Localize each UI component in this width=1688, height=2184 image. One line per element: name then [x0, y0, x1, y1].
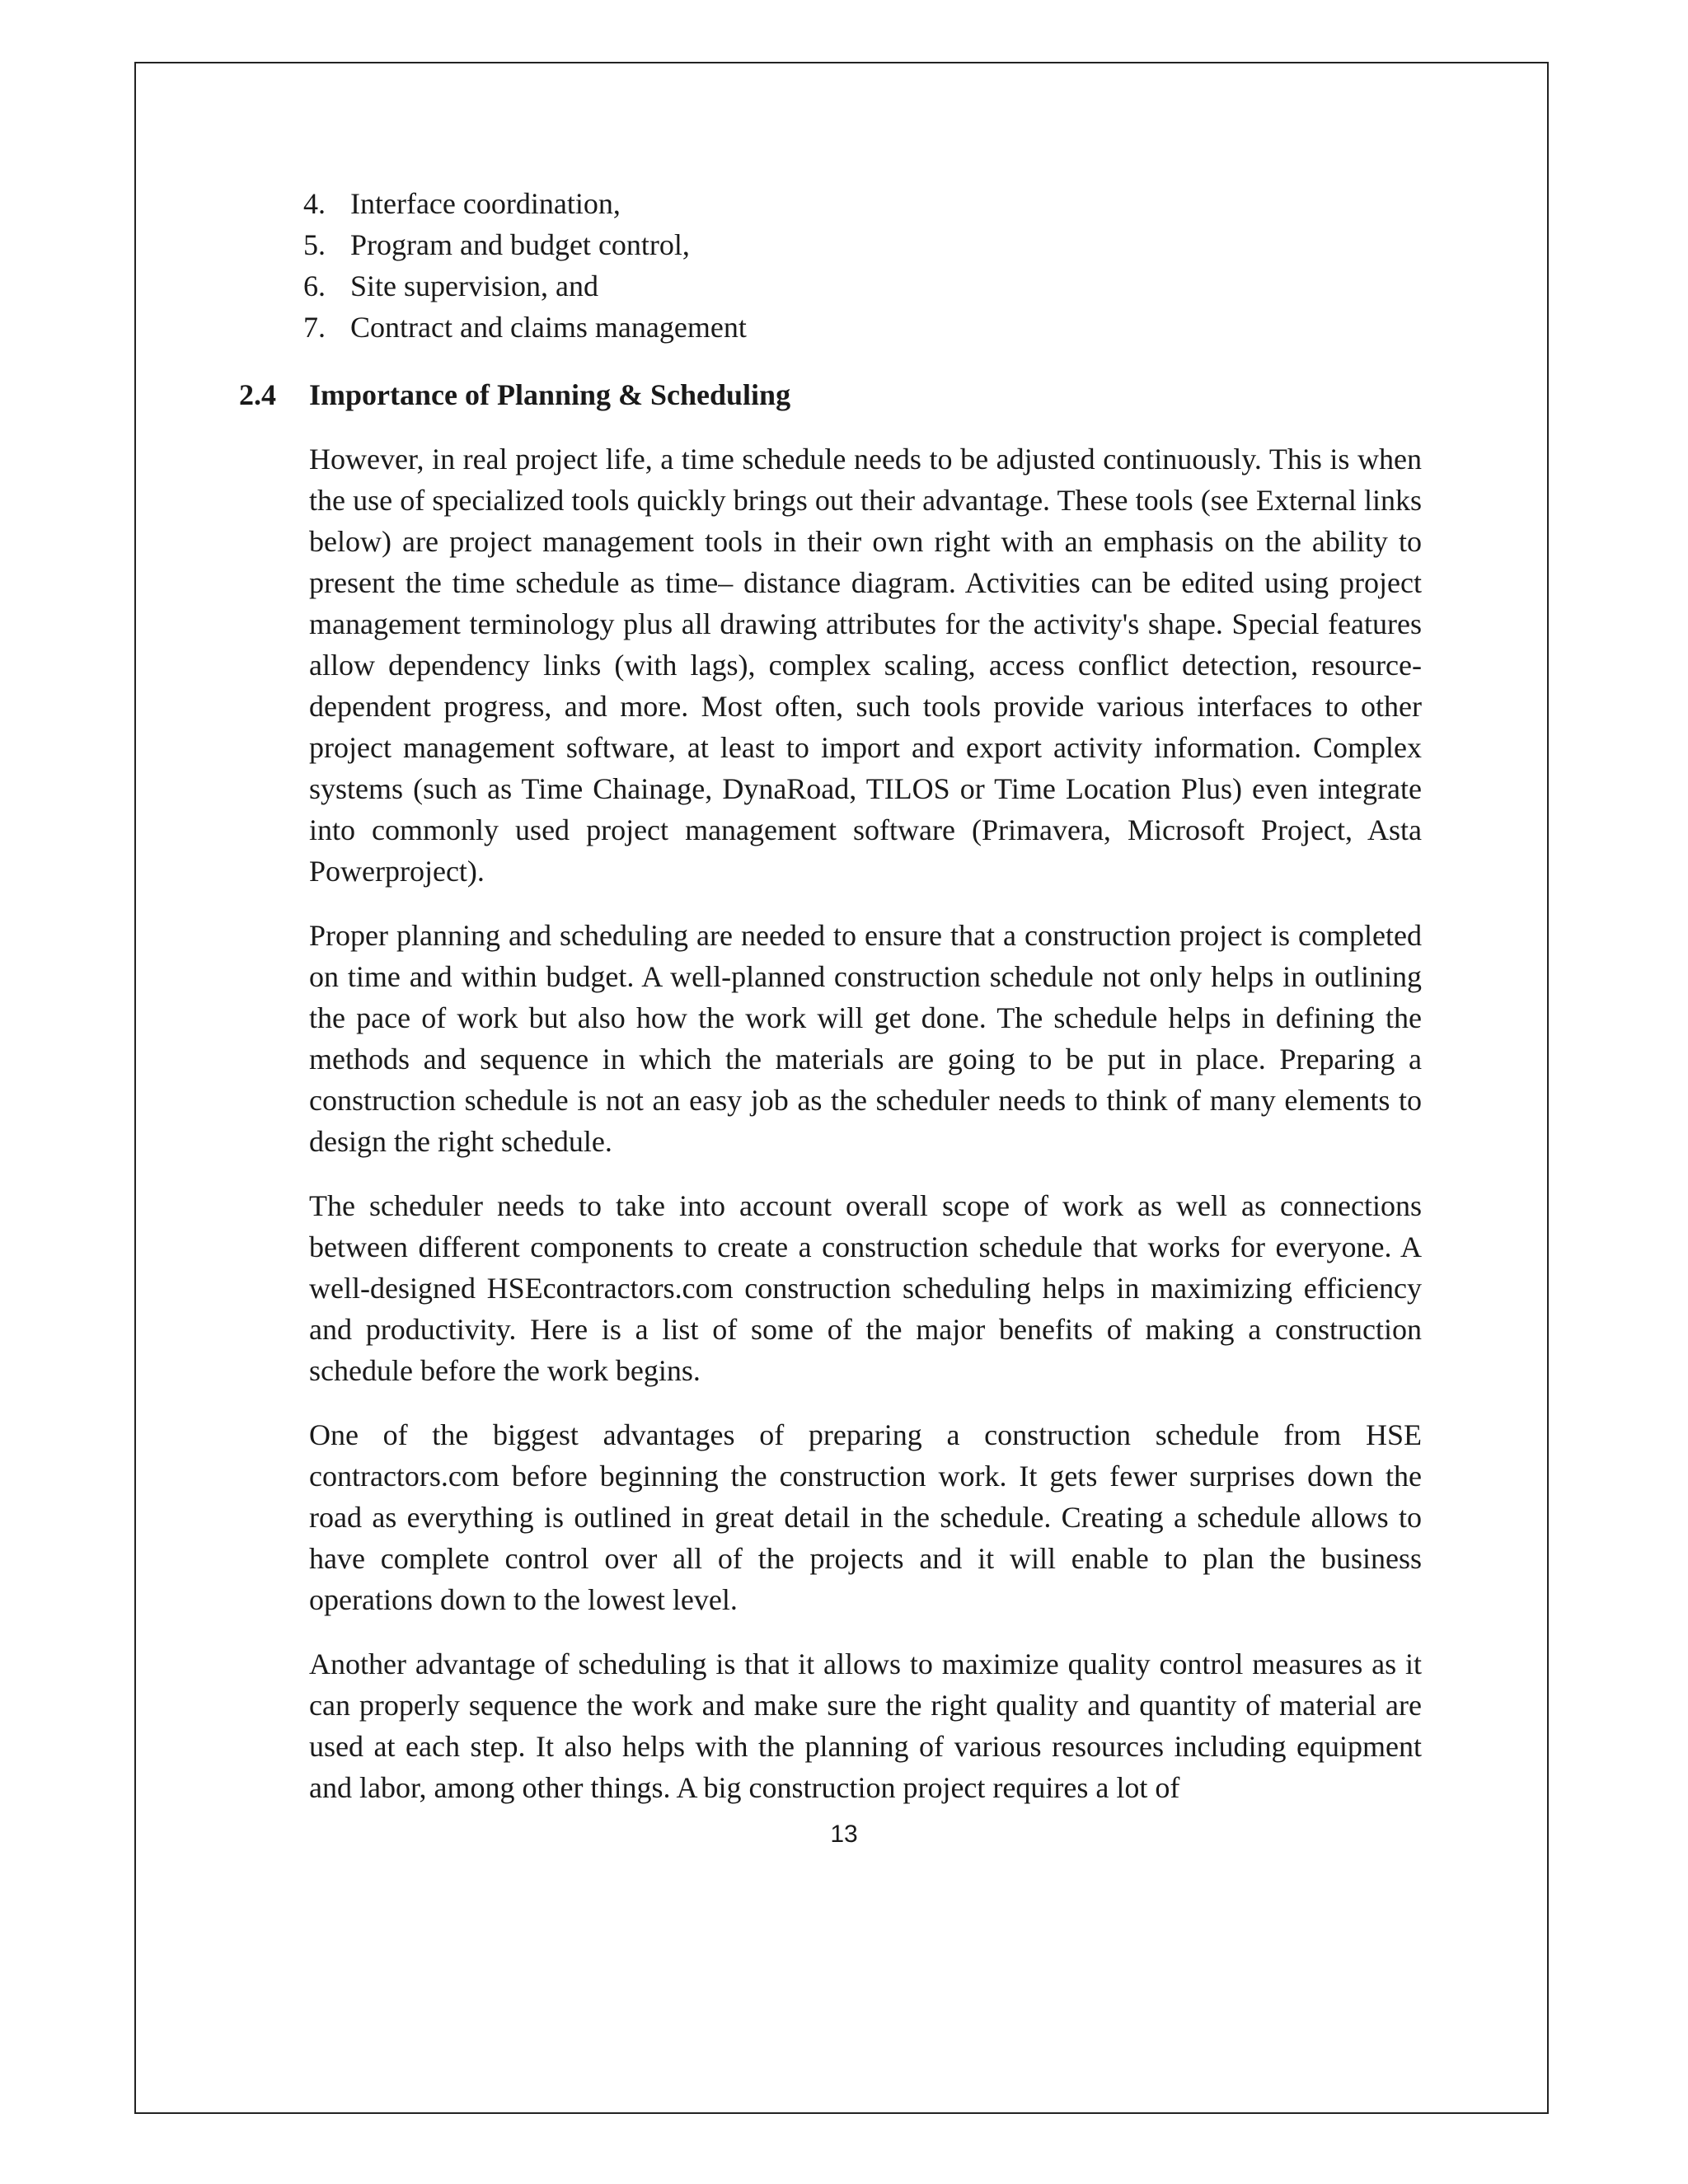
list-item [288, 224, 747, 265]
paragraph: However, in real project life, a time schedule needs to be adjusted continuously. This is when the use of specialized tools quickly brings out their advantage. These tools (see External links below) are project management tools in their own right with an emphasis on the ability to present the time schedule as time– distance diagram. Activities can be edited using project management terminology plus all drawing attributes for the activity's shape. Special features allow dependency links (with lags), complex scaling, access conflict detection, resource-dependent progress, and more. Most often, such tools provide various interfaces to other project management software, at least to import and export activity information. Complex systems (such as Time Chainage, DynaRoad, TILOS or Time Location Plus) even integrate into commonly used project management software (Primavera, Microsoft Project, Asta Powerproject). [309, 443, 1422, 888]
page-number: 13 [830, 1821, 858, 1848]
list-item [288, 307, 747, 348]
paragraph: Proper planning and scheduling are needed to ensure that a construction project is completed on time and within budget. A well-planned construction schedule not only helps in outlining the pace of work but also how the work will get done. The schedule helps in defining the methods and sequence in which the materials are going to be put in place. Preparing a construction schedule is not an easy job as the scheduler needs to think of many elements to design the right schedule. [309, 919, 1422, 1158]
list-item-number: 5. [303, 228, 326, 261]
list-item-text: Site supervision, and [350, 269, 598, 302]
list-item-number: 7. [303, 311, 326, 344]
list-item [288, 183, 747, 224]
numbered-list [288, 183, 747, 348]
paragraph: Another advantage of scheduling is that it allows to maximize quality control measures as it can properly sequence the work and make sure the right quality and quantity of material are used at each step. It also helps with the planning of various resources including equipment and labor, among other things. A big construction project requires a lot of [309, 1647, 1422, 1804]
list-item-text: Contract and claims management [350, 311, 747, 344]
list-item-number: 6. [303, 269, 326, 302]
list-item-number: 4. [303, 187, 326, 220]
list-item-text: Program and budget control, [350, 228, 690, 261]
paragraph: One of the biggest advantages of preparing a construction schedule from HSE contractors.com before beginning the construction work. It gets fewer surprises down the road as everything is outlined in great detail in the schedule. Creating a schedule allows to have complete control over all of the projects and it will enable to plan the business operations down to the lowest level. [309, 1418, 1422, 1616]
section-title: Importance of Planning & Scheduling [309, 378, 791, 411]
list-item [288, 265, 747, 307]
list-item-text: Interface coordination, [350, 187, 621, 220]
section-number: 2.4 [239, 378, 276, 411]
paragraph: The scheduler needs to take into account overall scope of work as well as connections between different components to create a construction schedule that works for everyone. A well-designed HSEcontractors.com construction scheduling helps in maximizing efficiency and productivity. Here is a list of some of the major benefits of making a construction schedule before the work begins. [309, 1189, 1422, 1387]
section-heading [239, 374, 790, 415]
body-text [309, 438, 1422, 1831]
